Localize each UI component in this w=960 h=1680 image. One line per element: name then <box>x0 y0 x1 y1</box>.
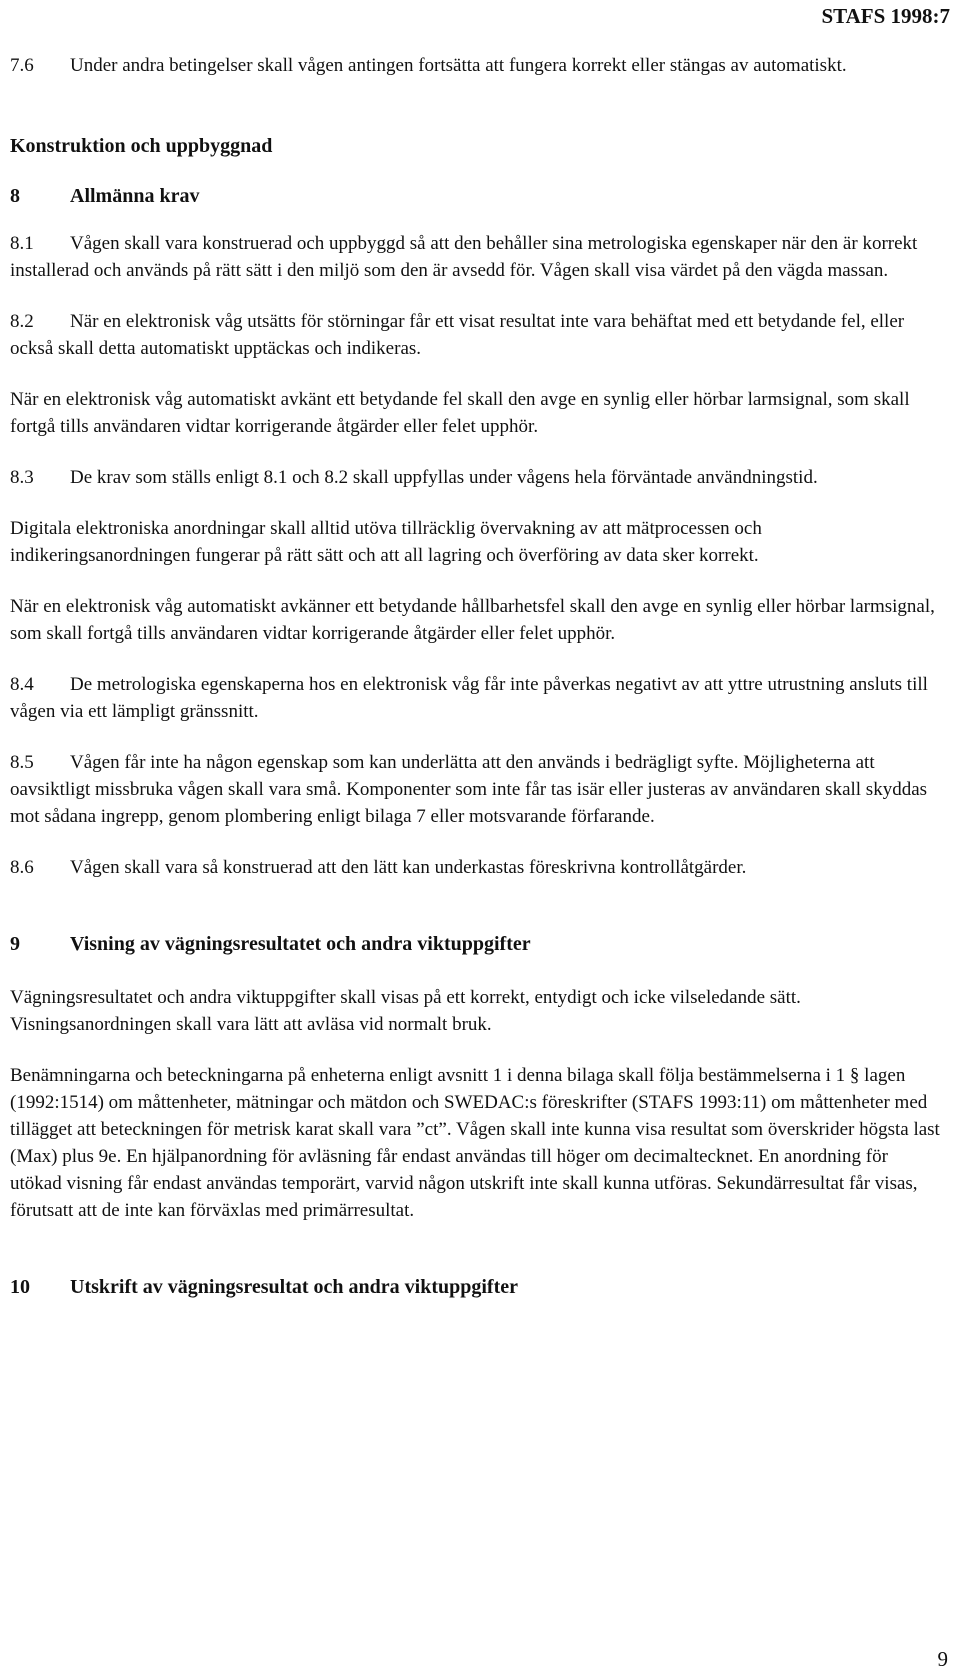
heading-8 <box>10 183 942 210</box>
section-number: 9 <box>10 933 20 955</box>
paragraph-text: De krav som ställs enligt 8.1 och 8.2 skall uppfyllas under vågens hela förväntade användningstid. <box>70 467 818 488</box>
heading-text: Allmänna krav <box>70 185 200 207</box>
paragraph-8-3-c: När en elektronisk våg automatiskt avkänner ett betydande hållbarhetsfel skall den avge en synlig eller hörbar larmsignal, som skall fortgå tills användaren vidtar korrigerande åtgärder eller felet upphör. <box>10 596 935 644</box>
paragraph-text: Vågen får inte ha någon egenskap som kan underlätta att den används i bedrägligt syfte. Möjligheterna att oavsiktligt missbruka vågen skall vara små. Komponenter som inte får tas isär eller justeras av användaren skall skyddas mot sådana ingrepp, genom plombering enligt bilaga 7 eller motsvarande förfarande. <box>10 752 928 827</box>
paragraph-8-3-b: Digitala elektroniska anordningar skall alltid utöva tillräcklig övervakning av att mätprocessen och indikeringsanordningen fungerar på rätt sätt och att all lagring och överföring av data sker korrekt. <box>10 518 762 566</box>
paragraph-8-2-b: När en elektronisk våg automatiskt avkänt ett betydande fel skall den avge en synlig eller hörbar larmsignal, som skall fortgå tills användaren vidtar korrigerande åtgärder eller felet upphör. <box>10 389 910 437</box>
paragraph-8-1 <box>10 230 942 284</box>
paragraph-8-4 <box>10 671 942 725</box>
paragraph-8-6 <box>10 854 942 881</box>
heading-text: Utskrift av vägningsresultat och andra viktuppgifter <box>70 1276 518 1298</box>
page-number: 9 <box>937 1647 948 1671</box>
paragraph-text: Vågen skall vara konstruerad och uppbyggd så att den behåller sina metrologiska egenskaper när den är korrekt installerad och används på rätt sätt i den miljö som den är avsedd för. Vågen skall visa värdet på den vägda massan. <box>10 233 918 281</box>
paragraph-8-3 <box>10 464 942 491</box>
section-number: 8.5 <box>10 752 34 773</box>
section-number: 8.3 <box>10 467 34 488</box>
paragraph-text: Vågen skall vara så konstruerad att den lätt kan underkastas föreskrivna kontrollåtgärder. <box>70 857 747 878</box>
paragraph-8-2 <box>10 308 942 362</box>
paragraph-text: Under andra betingelser skall vågen antingen fortsätta att fungera korrekt eller stängas av automatiskt. <box>70 55 847 76</box>
paragraph-9-a: Vägningsresultatet och andra viktuppgifter skall visas på ett korrekt, entydigt och icke vilseledande sätt. Visningsanordningen skall vara lätt att avläsa vid normalt bruk. <box>10 987 801 1035</box>
paragraph-9-b: Benämningarna och beteckningarna på enheterna enligt avsnitt 1 i denna bilaga skall följa bestämmelserna i 1 § lagen (1992:1514) om måttenheter, mätningar och mätdon och SWEDAC:s föreskrifter (STAFS 1993:11) om måttenheter med tillägget att beteckningen för metrisk karat skall vara ”ct”. Vågen skall inte kunna visa resultat som överskrider högsta last (Max) plus 9e. En hjälpanordning för avläsning får endast användas till höger om decimaltecknet. En anordning för utökad visning får endast användas temporärt, varvid någon utskrift inte skall kunna utföras. Sekundärresultat får visas, förutsatt att de inte kan förväxlas med primärresultat. <box>10 1065 940 1221</box>
section-number: 8.4 <box>10 674 34 695</box>
document-id: STAFS 1998:7 <box>821 4 950 28</box>
section-number: 7.6 <box>10 55 34 76</box>
section-number: 8.2 <box>10 311 34 332</box>
heading-9 <box>10 931 942 958</box>
document-body <box>10 52 942 1301</box>
heading-text: Visning av vägningsresultatet och andra viktuppgifter <box>70 933 531 955</box>
section-number: 8 <box>10 185 20 207</box>
section-number: 8.1 <box>10 233 34 254</box>
heading-konstruktion: Konstruktion och uppbyggnad <box>10 135 273 157</box>
paragraph-8-5 <box>10 749 942 830</box>
paragraph-text: När en elektronisk våg utsätts för störningar får ett visat resultat inte vara behäftat med ett betydande fel, eller också skall detta automatiskt upptäckas och indikeras. <box>10 311 905 359</box>
heading-10 <box>10 1274 942 1301</box>
paragraph-7-6 <box>10 52 942 79</box>
section-number: 10 <box>10 1276 30 1298</box>
section-number: 8.6 <box>10 857 34 878</box>
paragraph-text: De metrologiska egenskaperna hos en elektronisk våg får inte påverkas negativt av att yttre utrustning ansluts till vågen via ett lämpligt gränssnitt. <box>10 674 928 722</box>
